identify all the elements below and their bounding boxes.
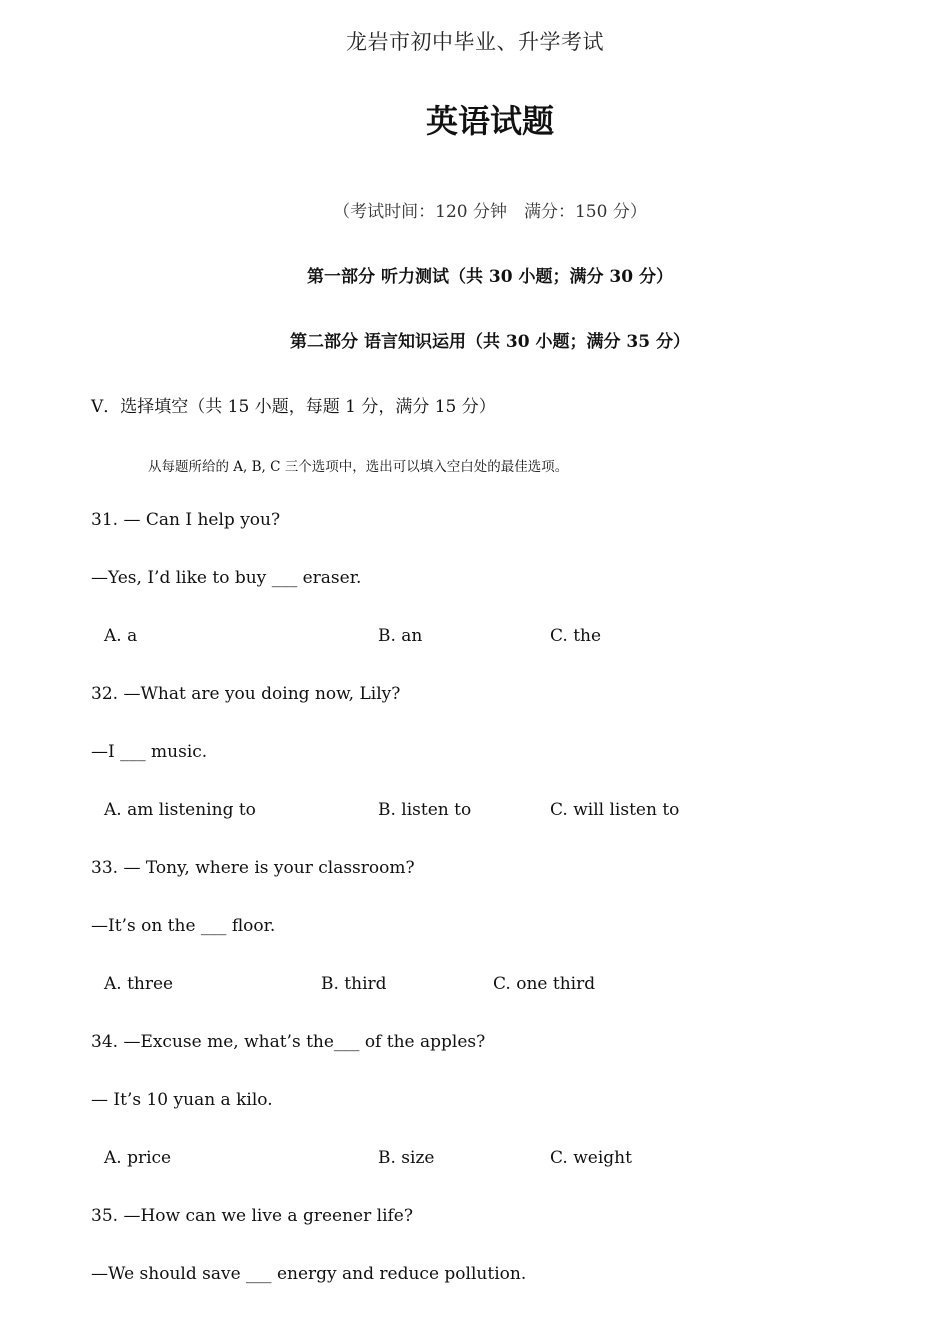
question-33-option-b: B. third	[321, 974, 387, 994]
part-two-heading: 第二部分 语言知识运用（共 30 小题；满分 35 分）	[290, 332, 690, 352]
question-34-option-b: B. size	[378, 1148, 435, 1168]
question-32-option-c: C. will listen to	[550, 800, 680, 820]
part-one-heading: 第一部分 听力测试（共 30 小题；满分 30 分）	[307, 267, 673, 287]
section-v-heading: V．选择填空（共 15 小题，每题 1 分，满分 15 分）	[91, 397, 496, 417]
question-32-option-b: B. listen to	[378, 800, 472, 820]
question-32-prompt: 32. —What are you doing now, Lily?	[91, 684, 401, 704]
question-34-option-a: A. price	[104, 1148, 172, 1168]
question-33-prompt: 33. — Tony, where is your classroom?	[91, 858, 415, 878]
question-32-option-a: A. am listening to	[104, 800, 256, 820]
instruction-text: 从每题所给的 A, B, C 三个选项中，选出可以填入空白处的最佳选项。	[148, 459, 569, 475]
question-33-option-a: A. three	[104, 974, 174, 994]
question-34-prompt: 34. —Excuse me, what’s the___ of the apples?	[91, 1032, 486, 1052]
question-33-option-c: C. one third	[493, 974, 596, 994]
question-31-option-b: B. an	[378, 626, 423, 646]
question-31-reply: —Yes, I’d like to buy ___ eraser.	[91, 568, 362, 588]
question-31-option-a: A. a	[104, 626, 138, 646]
question-33-reply: —It’s on the ___ floor.	[91, 916, 276, 936]
page-title: 英语试题	[425, 102, 554, 140]
question-34-reply: — It’s 10 yuan a kilo.	[91, 1090, 273, 1110]
question-35-prompt: 35. —How can we live a greener life?	[91, 1206, 413, 1226]
question-31-prompt: 31. — Can I help you?	[91, 510, 281, 530]
question-32-reply: —I ___ music.	[91, 742, 208, 762]
question-35-reply: —We should save ___ energy and reduce pollution.	[91, 1264, 527, 1284]
question-31-option-c: C. the	[550, 626, 602, 646]
exam-header: 龙岩市初中毕业、升学考试	[346, 30, 604, 54]
exam-info: （考试时间：120 分钟 满分：150 分）	[333, 202, 647, 222]
question-34-option-c: C. weight	[550, 1148, 632, 1168]
